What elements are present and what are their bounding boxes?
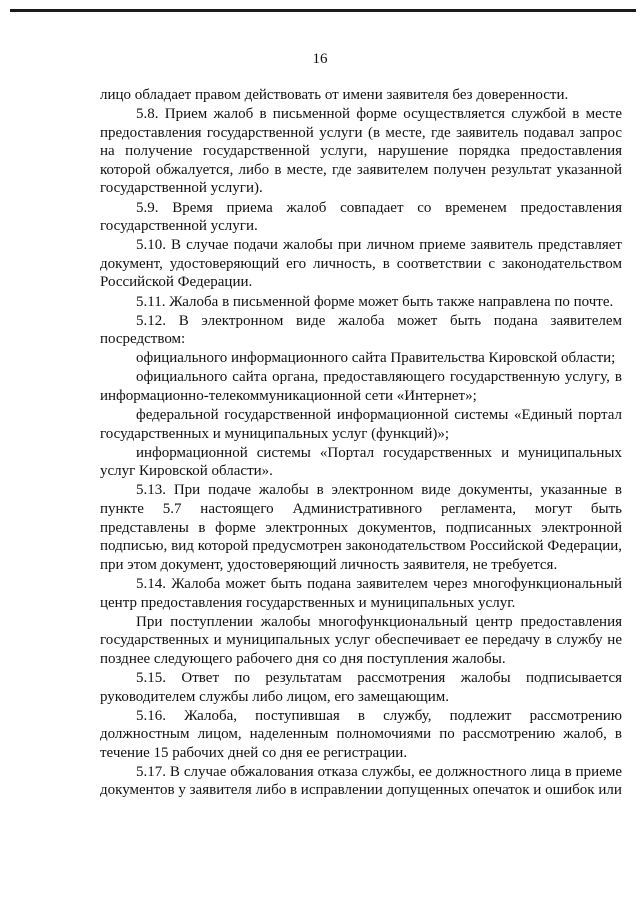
- paragraph-mfc-transfer: При поступлении жалобы многофункциональный центр предоставления государственных и муниципальных услуг обеспечивает ее передачу в службу не позднее следующего рабочего дня со дня поступления жалобы.: [100, 613, 622, 667]
- list-item-regional-portal: информационной системы «Портал государственных и муниципальных услуг Кировской области».: [100, 444, 622, 480]
- list-item-official-site-agency: официального сайта органа, предоставляющего государственную услугу, в информационно-телекоммуникационной сети «Интернет»;: [100, 369, 622, 404]
- document-body: [100, 86, 622, 801]
- paragraph-5-13: 5.13. При подаче жалобы в электронном виде документы, указанные в пункте 5.7 настоящего Административного регламента, могут быть представлены в форме электронных документов, подписанных электронной подписью, вид которой предусмотрен законодательством Российской Федерации, при этом документ, удостоверяющий личность заявителя, не требуется.: [100, 482, 622, 573]
- paragraph-5-12: 5.12. В электронном виде жалоба может быть подана заявителем посредством:: [100, 312, 622, 348]
- paragraph-5-14: 5.14. Жалоба может быть подана заявителем через многофункциональный центр предоставления государственных и муниципальных услуг.: [100, 575, 622, 611]
- paragraph-5-17: 5.17. В случае обжалования отказа службы, ее должностного лица в приеме документов у заявителя либо в исправлении допущенных опечаток и ошибок или: [100, 763, 622, 799]
- paragraph-continuation: лицо обладает правом действовать от имени заявителя без доверенности.: [100, 87, 569, 103]
- top-border-line: [10, 9, 636, 12]
- paragraph-5-16: 5.16. Жалоба, поступившая в службу, подлежит рассмотрению должностным лицом, наделенным полномочиями по рассмотрению жалоб, в течение 15 рабочих дней со дня ее регистрации.: [100, 707, 622, 761]
- paragraph-5-15: 5.15. Ответ по результатам рассмотрения жалобы подписывается руководителем службы либо лицом, его замещающим.: [100, 669, 622, 705]
- paragraph-5-11: 5.11. Жалоба в письменной форме может быть также направлена по почте.: [136, 293, 614, 310]
- paragraph-5-9: 5.9. Время приема жалоб совпадает со временем предоставления государственной услуги.: [100, 199, 622, 235]
- list-item-official-site-government: официального информационного сайта Правительства Кировской области;: [136, 350, 616, 367]
- page-number: 16: [312, 51, 328, 67]
- paragraph-5-8: 5.8. Прием жалоб в письменной форме осуществляется службой в месте предоставления государственной услуги (в месте, где заявитель подавал запрос на получение государственной услуги, нарушение порядка предоставления которой обжалуется, либо в месте, где заявителем получен результат указанной государственной услуги).: [100, 106, 622, 197]
- paragraph-5-10: 5.10. В случае подачи жалобы при личном приеме заявитель представляет документ, удостоверяющий его личность, в соответствии с законодательством Российской Федерации.: [100, 237, 622, 291]
- list-item-federal-portal: федеральной государственной информационной системы «Единый портал государственных и муниципальных услуг (функций)»;: [100, 407, 622, 442]
